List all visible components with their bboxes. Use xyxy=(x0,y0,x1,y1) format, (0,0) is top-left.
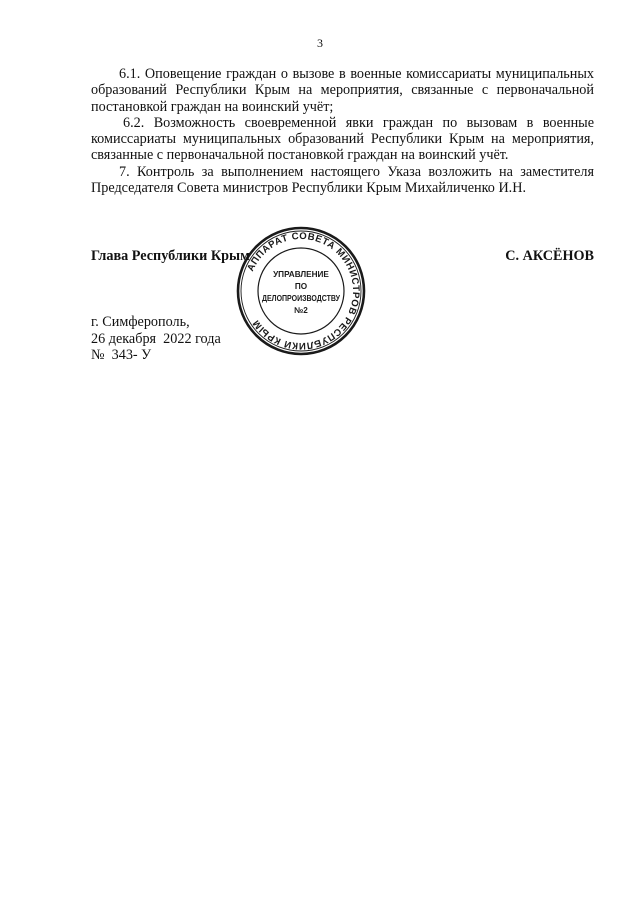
seal-line-4: №2 xyxy=(294,306,308,315)
seal-line-1: УПРАВЛЕНИЕ xyxy=(273,270,329,279)
place-date-block xyxy=(91,314,221,364)
seal-line-2: ПО xyxy=(294,282,308,291)
document-body xyxy=(91,66,594,196)
signer-title: Глава Республики Крым xyxy=(91,248,250,264)
official-seal-stamp xyxy=(235,225,367,357)
paragraph-7: 7. Контроль за выполнением настоящего Указа возложить на заместителя Председателя Совета министров Республики Крым Михайличенко И.Н. xyxy=(91,163,594,197)
paragraph-6-2: 6.2. Возможность своевременной явки граждан по вызовам в военные комиссариаты муниципальных образований Республики Крым на мероприятия, связанные с первоначальной постановкой граждан на воинский учёт. xyxy=(91,114,594,164)
seal-graphic xyxy=(235,225,367,357)
issue-city: г. Симферополь, xyxy=(91,314,190,330)
paragraph-6-1: 6.1. Оповещение граждан о вызове в военные комиссариаты муниципальных образований Республики Крым на мероприятия, связанные с первоначальной постановкой граждан на воинский учёт; xyxy=(91,66,594,115)
seal-line-3: ДЕЛОПРОИЗВОДСТВУ xyxy=(262,294,341,303)
document-number: № 343- У xyxy=(91,347,152,363)
signer-name: С. АКСЁНОВ xyxy=(505,248,594,264)
seal-ring-text: АППАРАТ СОВЕТА МИНИСТРОВ РЕСПУБЛИКИ КРЫМ xyxy=(245,230,362,352)
page-number: 3 xyxy=(317,36,323,50)
issue-date: 26 декабря 2022 года xyxy=(91,330,221,347)
